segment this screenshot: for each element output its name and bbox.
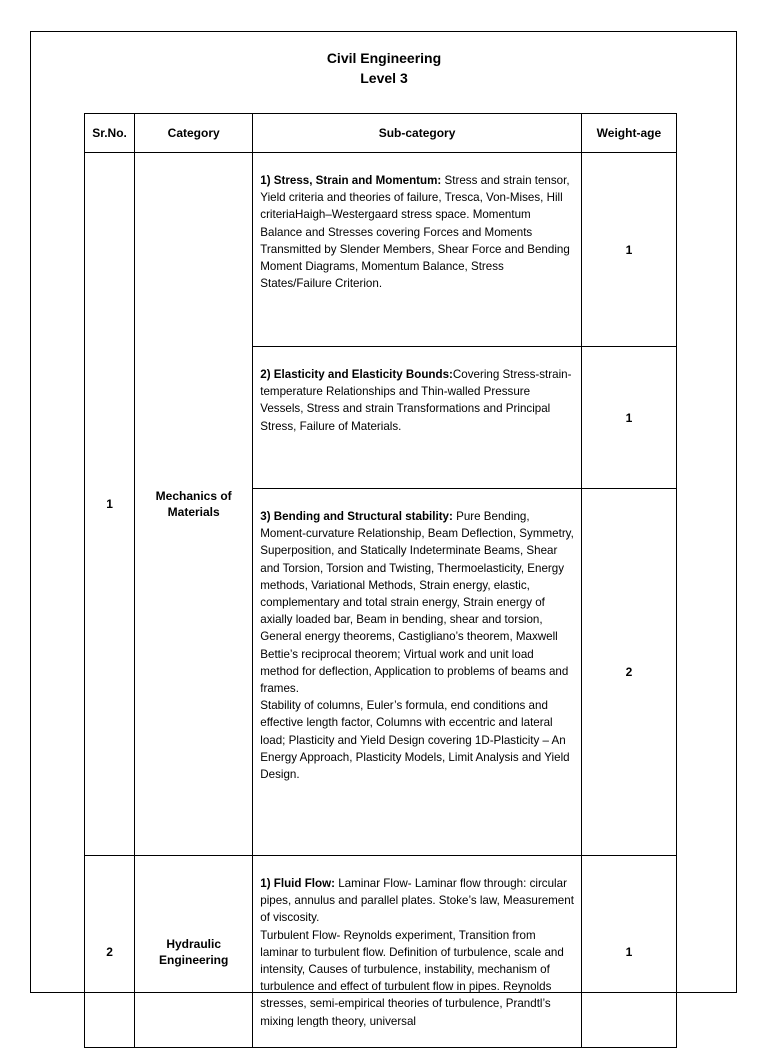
sub-category-text [260, 508, 575, 697]
sub-category-title: 2) Elasticity and Elasticity Bounds: [260, 368, 453, 381]
sub-category-text [260, 366, 575, 435]
sub-category-body: Stress and strain tensor, Yield criteria and theories of failure, Tresca, Von-Mises, Hill criteriaHaigh–Westergaard stress space. Momentum Balance and Stresses covering Forces and Moments Transmitted by Slender Members, Shear Force and Bending Moment Diagrams, Momentum Balance, Stress States/Failure Criterion. [260, 174, 570, 291]
table-header-row [85, 114, 677, 153]
sub-category-body: Covering Stress-strain-temperature Relationships and Thin-walled Pressure Vessels, Stress and strain Transformations and Principal Stress, Failure of Materials. [260, 368, 572, 433]
table-row [85, 153, 677, 347]
header-sr-no: Sr.No. [85, 114, 135, 153]
weightage-cell: 2 [581, 489, 676, 856]
sr-no-cell: 1 [85, 153, 135, 856]
sub-category-text-continued: Turbulent Flow- Reynolds experiment, Transition from laminar to turbulent flow. Definition of turbulence, scale and intensity, Causes of turbulence, instability, mechanism of turbulence and effect of turbulent flow in pipes. Reynolds stresses, semi-empirical theories of turbulence, Prandtl’s mixing length theory, universal [260, 928, 564, 1027]
sub-category-cell [253, 856, 582, 1048]
weightage-cell: 1 [581, 856, 676, 1048]
sub-category-text-continued: Stability of columns, Euler’s formula, end conditions and effective length factor, Columns with eccentric and lateral load; Plasticity and Yield Design covering 1D-Plasticity – An Energy Approach, Plasticity Models, Limit Analysis and Yield Design. [260, 699, 570, 782]
sr-no-cell: 2 [85, 856, 135, 1048]
category-cell: Hydraulic Engineering [135, 856, 253, 1048]
sub-category-text [260, 875, 575, 927]
document-level: Level 3 [360, 70, 408, 86]
sub-category-clip [260, 875, 575, 1027]
syllabus-table [84, 113, 677, 1048]
sub-category-cell [253, 153, 582, 347]
header-sub-category: Sub-category [253, 114, 582, 153]
sub-category-body: Laminar Flow- Laminar flow through: circular pipes, annulus and parallel plates. Stoke’s law, Measurement of viscosity. [260, 877, 574, 925]
sub-category-body: Pure Bending, Moment-curvature Relationship, Beam Deflection, Symmetry, Superposition, and Statically Indeterminate Beams, Shear and Torsion, Torsion and Twisting, Thermoelasticity, Energy methods, Variational Methods, Strain energy, elastic, complementary and total strain energy, Strain energy of axially loaded bar, Beam in bending, shear and torsion, General energy theorems, Castigliano’s theorem, Maxwell Bettie’s reciprocal theorem; Virtual work and unit load method for deflection, Application to problems of beams and frames. [260, 510, 574, 696]
sub-category-cell [253, 489, 582, 856]
header-weightage: Weight-age [581, 114, 676, 153]
sub-category-title: 3) Bending and Structural stability: [260, 510, 453, 523]
sub-category-title: 1) Fluid Flow: [260, 877, 335, 890]
document-heading [0, 48, 768, 88]
header-category: Category [135, 114, 253, 153]
sub-category-title: 1) Stress, Strain and Momentum: [260, 174, 442, 187]
weightage-cell: 1 [581, 347, 676, 489]
table-row [85, 856, 677, 1048]
sub-category-cell [253, 347, 582, 489]
document-title: Civil Engineering [326, 50, 442, 66]
sub-category-text [260, 172, 575, 292]
weightage-cell: 1 [581, 153, 676, 347]
category-cell: Mechanics of Materials [135, 153, 253, 856]
